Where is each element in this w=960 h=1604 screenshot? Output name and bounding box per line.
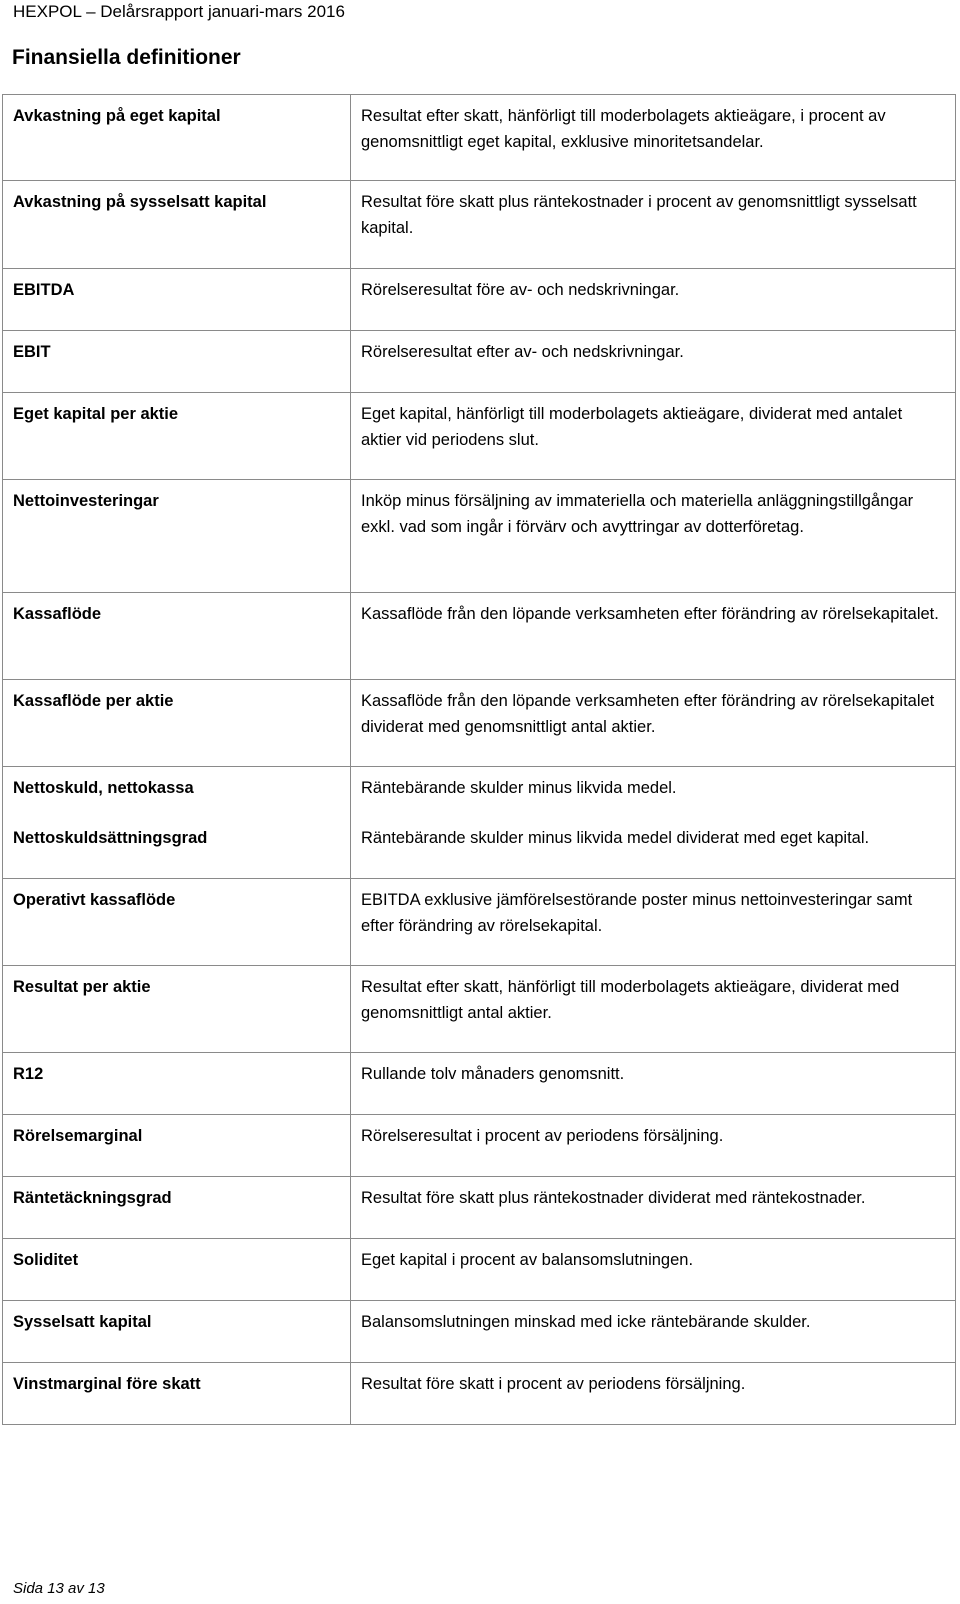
- definition-row: [3, 1239, 956, 1301]
- definition-term-cell: [3, 966, 351, 1053]
- definitions-table-body: [3, 95, 956, 1425]
- definition-term-cell: [3, 393, 351, 480]
- definition-row: [3, 269, 956, 331]
- definition-term: Vinstmarginal före skatt: [13, 1375, 201, 1393]
- definition-row: [3, 1177, 956, 1239]
- definition-term: EBIT: [13, 343, 51, 361]
- definition-text-cell: [351, 1239, 956, 1301]
- definition-term: Nettoskuldsättningsgrad: [13, 829, 208, 847]
- definition-text-cell: [351, 1115, 956, 1177]
- definition-term: Resultat per aktie: [13, 978, 151, 996]
- definition-term: Kassaflöde: [13, 605, 102, 623]
- definition-text-cell: [351, 1177, 956, 1239]
- definition-term: Kassaflöde per aktie: [13, 692, 174, 710]
- definition-text: EBITDA exklusive jämförelsestörande poster minus nettoinvesteringar samt efter förändring av rörelsekapital.: [361, 891, 913, 935]
- document-header: HEXPOL – Delårsrapport januari-mars 2016: [13, 2, 345, 21]
- definition-row: [3, 966, 956, 1053]
- definition-text-cell: [351, 966, 956, 1053]
- definition-row: [3, 95, 956, 181]
- definition-text-cell: [351, 1363, 956, 1425]
- definition-term-cell: [3, 593, 351, 680]
- definition-term: Eget kapital per aktie: [13, 405, 179, 423]
- definition-term: Operativt kassaflöde: [13, 891, 176, 909]
- definition-row: [3, 1301, 956, 1363]
- definition-row: [3, 1115, 956, 1177]
- definition-text: Resultat efter skatt, hänförligt till moderbolagets aktieägare, dividerat med genomsnittligt antal aktier.: [361, 978, 900, 1022]
- definition-term-cell: [3, 181, 351, 269]
- definition-term: EBITDA: [13, 281, 75, 299]
- definition-term: Sysselsatt kapital: [13, 1313, 152, 1331]
- definition-text-cell: [351, 95, 956, 181]
- definition-term: Avkastning på eget kapital: [13, 107, 221, 125]
- definition-text: Räntebärande skulder minus likvida medel.: [361, 779, 677, 797]
- definition-row: [3, 480, 956, 593]
- definition-text-cell: [351, 331, 956, 393]
- definition-row: [3, 393, 956, 480]
- definition-text-cell: [351, 1301, 956, 1363]
- definition-row: [3, 593, 956, 680]
- definition-text: Kassaflöde från den löpande verksamheten efter förändring av rörelsekapitalet.: [361, 605, 939, 623]
- definition-row: [3, 1363, 956, 1425]
- definition-text: Resultat före skatt plus räntekostnader i procent av genomsnittligt sysselsatt kapital.: [361, 193, 917, 237]
- definition-row: [3, 1053, 956, 1115]
- definition-text: Rörelseresultat i procent av periodens försäljning.: [361, 1127, 724, 1145]
- definition-text-cell: [351, 393, 956, 480]
- definition-row: [3, 181, 956, 269]
- definition-text: Resultat efter skatt, hänförligt till moderbolagets aktieägare, i procent av genomsnittligt eget kapital, exklusive minoritetsandelar.: [361, 107, 886, 151]
- definition-text: Räntebärande skulder minus likvida medel dividerat med eget kapital.: [361, 829, 870, 847]
- definition-row: [3, 767, 956, 879]
- page-title: Finansiella definitioner: [12, 46, 241, 69]
- definition-term-cell: [3, 680, 351, 767]
- definition-term: R12: [13, 1065, 44, 1083]
- definition-row: [3, 331, 956, 393]
- definition-text-cell: [351, 269, 956, 331]
- definition-term-cell: [3, 1053, 351, 1115]
- definition-text-cell: [351, 680, 956, 767]
- definition-text: Eget kapital, hänförligt till moderbolagets aktieägare, dividerat med antalet aktier vid periodens slut.: [361, 405, 903, 449]
- definition-text: Rullande tolv månaders genomsnitt.: [361, 1065, 625, 1083]
- definition-text-cell: [351, 767, 956, 879]
- page-number: Sida 13 av 13: [13, 1580, 105, 1597]
- definition-term-cell: [3, 269, 351, 331]
- definition-term: Nettoinvesteringar: [13, 492, 159, 510]
- definitions-table: [2, 94, 956, 1425]
- definition-text-cell: [351, 879, 956, 966]
- definition-term-cell: [3, 1301, 351, 1363]
- definition-term: Rörelsemarginal: [13, 1127, 143, 1145]
- definition-text: Resultat före skatt plus räntekostnader dividerat med räntekostnader.: [361, 1189, 866, 1207]
- definition-text-cell: [351, 1053, 956, 1115]
- definition-term-cell: [3, 1177, 351, 1239]
- definition-term: Avkastning på sysselsatt kapital: [13, 193, 267, 211]
- definition-text: Kassaflöde från den löpande verksamheten efter förändring av rörelsekapitalet dividerat med genomsnittligt antal aktier.: [361, 692, 935, 736]
- definition-text-cell: [351, 181, 956, 269]
- definition-term-cell: [3, 767, 351, 879]
- definition-text-cell: [351, 480, 956, 593]
- definition-term: Nettoskuld, nettokassa: [13, 779, 194, 797]
- definition-text: Balansomslutningen minskad med icke räntebärande skulder.: [361, 1313, 811, 1331]
- definition-term-cell: [3, 1363, 351, 1425]
- definition-text: Rörelseresultat efter av- och nedskrivningar.: [361, 343, 684, 361]
- definition-text: Inköp minus försäljning av immateriella och materiella anläggningstillgångar exkl. vad som ingår i förvärv och avyttringar av dotterföretag.: [361, 492, 914, 536]
- definition-text: Rörelseresultat före av- och nedskrivningar.: [361, 281, 680, 299]
- definition-term: Räntetäckningsgrad: [13, 1189, 172, 1207]
- definition-text: Resultat före skatt i procent av periodens försäljning.: [361, 1375, 746, 1393]
- definition-row: [3, 680, 956, 767]
- definition-term-cell: [3, 95, 351, 181]
- definition-term-cell: [3, 480, 351, 593]
- definition-text-cell: [351, 593, 956, 680]
- definition-term-cell: [3, 879, 351, 966]
- definition-term-cell: [3, 1239, 351, 1301]
- definition-row: [3, 879, 956, 966]
- definition-term-cell: [3, 1115, 351, 1177]
- definition-text: Eget kapital i procent av balansomslutningen.: [361, 1251, 694, 1269]
- definition-term-cell: [3, 331, 351, 393]
- definition-term: Soliditet: [13, 1251, 79, 1269]
